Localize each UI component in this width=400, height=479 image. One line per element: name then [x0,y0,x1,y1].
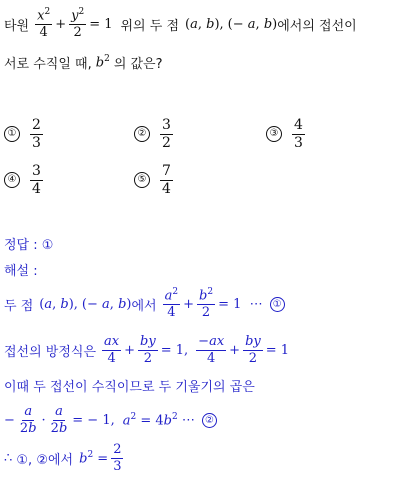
ellipse-y-term: $\frac{y^2}{2}$ [71,7,85,41]
a2-eq-4b2: $a^2 = 4b^2$ [122,411,178,429]
explanation-line-5: ∴ ①, ②에서 $b^2$ = $\frac{2}{3}$ [4,441,122,474]
explanation-line-3: 이때 두 접선이 수직이므로 두 기울기의 곱은 [4,379,255,395]
from-equations-text: ①, ②에서 [16,452,74,468]
equation-tag-2: ② [202,413,217,428]
explanation-line-1: 두 점 (a, b) , (− a, b) 에서 $\frac{a^2}{4}$ + $\frac{b^2}{2}$ = 1 ⋯ ① [4,284,288,324]
two-thirds: $\frac{2}{3}$ [113,441,122,474]
choice-number: ④ [4,172,20,188]
explanation-label: 해설 : [4,263,38,279]
a-over-2b-second: $\frac{a}{2b}$ [50,403,68,436]
choice-1[interactable]: ① $\frac{2}{3}$ [4,118,46,150]
question-line-1: 타원 $\frac{x^2}{4}$ + $\frac{y^2}{2}$ = 1 위의 두 점 (a, b) , (− a, b) 에서의 접선이 [4,7,357,41]
choice-number: ⑤ [134,172,150,188]
answer-label: 정답 : ① [4,237,54,253]
a-squared-over-4: $\frac{a^2}{4}$ [164,287,179,321]
choice-3[interactable]: ③ $\frac{4}{3}$ [266,118,308,150]
question-tangent: 에서의 접선이 [277,18,357,34]
point-neg-a-b: (− a, b) [227,16,278,32]
choice-number: ② [134,126,150,142]
point-a-b: (a, b) [185,16,220,32]
explanation-at-text: 에서 [131,298,157,314]
choice-2[interactable]: ② $\frac{3}{2}$ [134,118,176,150]
explanation-line-4: − $\frac{a}{2b}$ · $\frac{a}{2b}$ = − 1, $a^2 = 4b^2$ ⋯ ② [4,400,220,440]
question-value-of: 의 값은? [113,56,163,72]
choice-number: ③ [266,126,282,142]
ax-over-4: $\frac{ax}{4}$ [104,333,120,366]
b-squared: $b^2$ [95,53,110,71]
neg-ax-over-4: $\frac{-ax}{4}$ [198,333,225,366]
two-points-text: 두 점 [4,298,34,314]
question-on-points: 위의 두 점 [120,18,179,34]
question-prefix: 타원 [4,18,30,34]
b-squared-over-2: $\frac{b^2}{2}$ [199,287,214,321]
a-over-2b: $\frac{a}{2b}$ [19,403,37,436]
by-over-2: $\frac{by}{2}$ [140,333,156,366]
by-over-2-second: $\frac{by}{2}$ [245,333,261,366]
choice-number: ① [4,126,20,142]
choice-5[interactable]: ⑤ $\frac{7}{4}$ [134,164,176,196]
explanation-line-2: 접선의 방정식은 $\frac{ax}{4}$ + $\frac{by}{2}$ = 1, $\frac{-ax}{4}$ + $\frac{by}{2}$ = 1 [4,333,290,366]
point-neg-a-b: (− a, b) [81,296,132,312]
equation-tag-1: ① [270,297,285,312]
b-squared-result: $b^2$ = [79,449,109,467]
point-a-b: (a, b) [39,296,74,312]
ellipse-x-term: $\frac{x^2}{4}$ [37,7,51,41]
question-line-2 [4,52,163,72]
tangent-equation-text: 접선의 방정식은 [4,344,97,360]
question-perpendicular: 서로 수직일 때, [4,56,92,72]
choice-4[interactable]: ④ $\frac{3}{4}$ [4,164,46,196]
